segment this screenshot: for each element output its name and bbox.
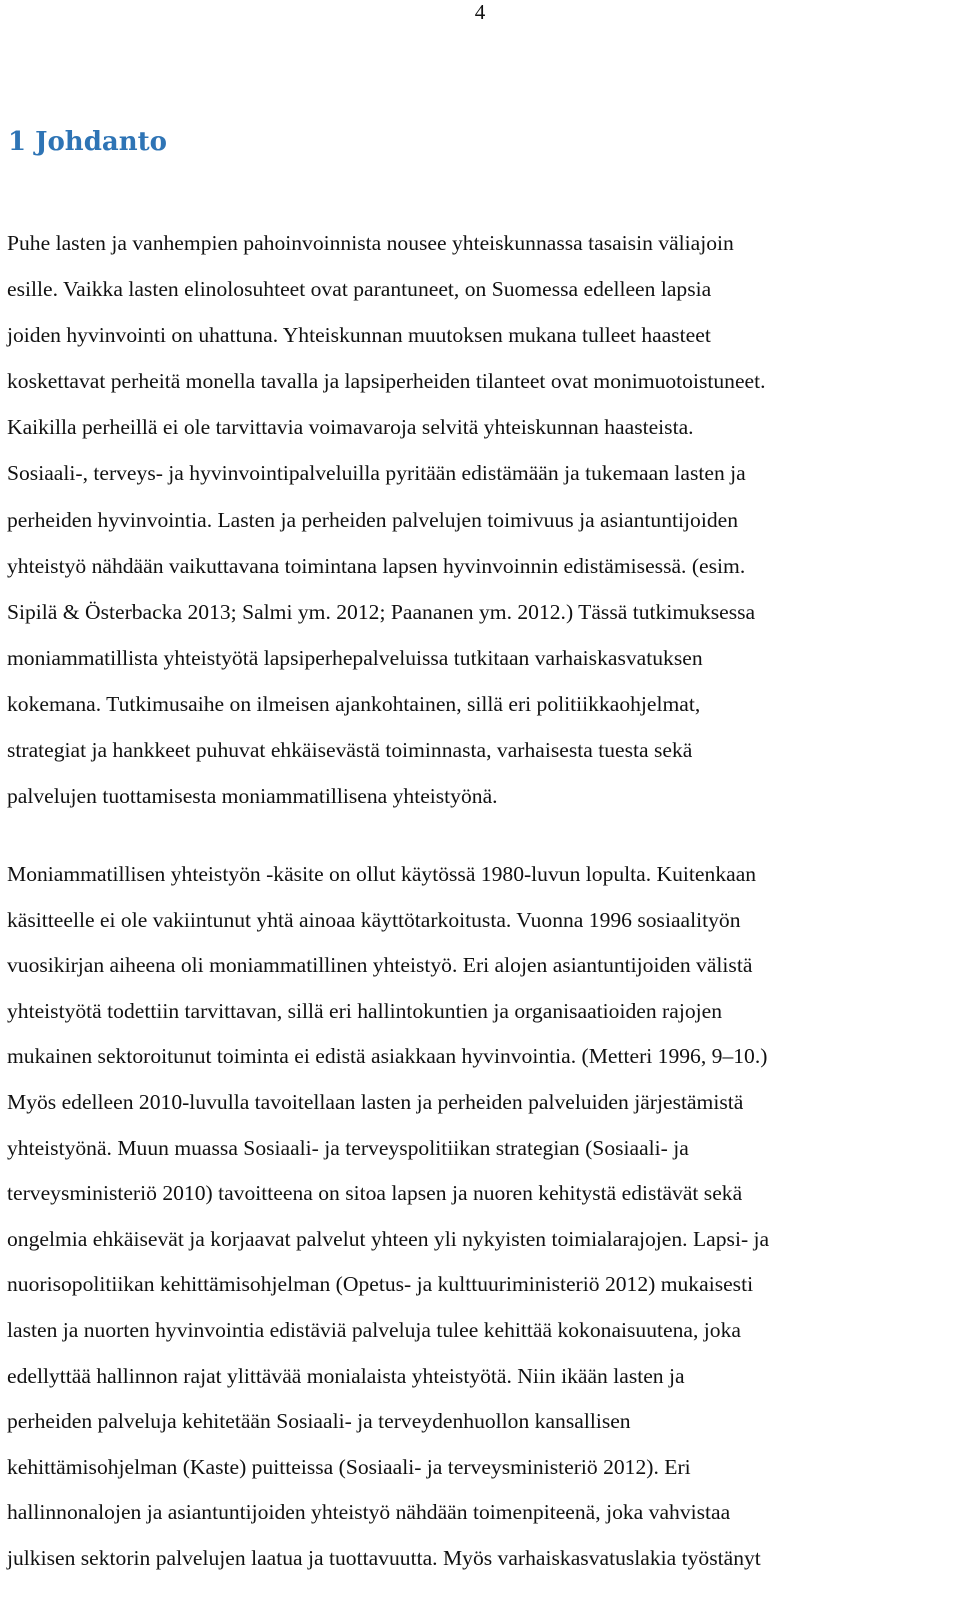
text-line: lasten ja nuorten hyvinvointia edistäviä palveluja tulee kehittää kokonaisuutena, joka: [7, 1317, 741, 1342]
text-line: strategiat ja hankkeet puhuvat ehkäisevästä toiminnasta, varhaisesta tuesta sekä: [7, 738, 693, 763]
text-line: Sosiaali-, terveys- ja hyvinvointipalveluilla pyritään edistämään ja tukemaan lasten ja: [7, 461, 746, 486]
text-line: nuorisopolitiikan kehittämisohjelman (Opetus- ja kulttuuriministeriö 2012) mukaisesti: [7, 1272, 754, 1297]
text-line: Sipilä & Österbacka 2013; Salmi ym. 2012; Paananen ym. 2012.) Tässä tutkimuksessa: [7, 599, 756, 624]
text-line: Puhe lasten ja vanhempien pahoinvoinnista nousee yhteiskunnassa tasaisin väliajoin: [7, 231, 734, 255]
chapter-heading: 1 Johdanto: [8, 127, 167, 157]
text-line: moniammatillista yhteistyötä lapsiperhepalveluissa tutkitaan varhaiskasvatuksen: [7, 645, 703, 670]
text-line: esille. Vaikka lasten elinolosuhteet ovat parantuneet, on Suomessa edelleen lapsia: [7, 277, 712, 302]
text-line: Kaikilla perheillä ei ole tarvittavia voimavaroja selvitä yhteiskunnan haasteista.: [7, 415, 694, 440]
paragraph-2: [7, 852, 947, 1582]
text-line: julkisen sektorin palvelujen laatua ja tuottavuutta. Myös varhaiskasvatuslakia työstänyt: [7, 1545, 761, 1570]
text-line: joiden hyvinvointi on uhattuna. Yhteiskunnan muutoksen mukana tulleet haasteet: [7, 323, 711, 348]
page-number: 4: [474, 0, 486, 24]
text-line: Moniammatillisen yhteistyön -käsite on ollut käytössä 1980-luvun lopulta. Kuitenkaan: [7, 862, 757, 886]
text-line: terveysministeriö 2010) tavoitteena on sitoa lapsen ja nuoren kehitystä edistävät sekä: [7, 1181, 743, 1206]
paragraph-1: [7, 220, 947, 819]
text-line: ongelmia ehkäisevät ja korjaavat palvelut yhteen yli nykyisten toimialarajojen. Lapsi- ja: [7, 1226, 770, 1251]
text-line: kokemana. Tutkimusaihe on ilmeisen ajankohtainen, sillä eri politiikkaohjelmat,: [7, 691, 701, 716]
text-line: yhteistyönä. Muun muassa Sosiaali- ja terveyspolitiikan strategian (Sosiaali- ja: [7, 1135, 689, 1160]
text-line: mukainen sektoroitunut toiminta ei edistä asiakkaan hyvinvointia. (Metteri 1996, 9–10.): [7, 1044, 768, 1069]
text-line: kehittämisohjelman (Kaste) puitteissa (Sosiaali- ja terveysministeriö 2012). Eri: [7, 1454, 691, 1479]
text-line: vuosikirjan aiheena oli moniammatillinen yhteistyö. Eri alojen asiantuntijoiden välistä: [7, 953, 753, 978]
text-line: käsitteelle ei ole vakiintunut yhtä ainoaa käyttötarkoitusta. Vuonna 1996 sosiaalityön: [7, 907, 741, 932]
text-line: koskettavat perheitä monella tavalla ja lapsiperheiden tilanteet ovat monimuotoistuneet.: [7, 369, 766, 394]
text-line: perheiden palveluja kehitetään Sosiaali- ja terveydenhuollon kansallisen: [7, 1409, 631, 1434]
text-line: Myös edelleen 2010-luvulla tavoitellaan lasten ja perheiden palveluiden järjestämistä: [7, 1089, 744, 1114]
text-line: perheiden hyvinvointia. Lasten ja perheiden palvelujen toimivuus ja asiantuntijoiden: [7, 507, 738, 532]
text-line: palvelujen tuottamisesta moniammatillisena yhteistyönä.: [7, 784, 498, 809]
text-line: hallinnonalojen ja asiantuntijoiden yhteistyö nähdään toimenpiteenä, joka vahvistaa: [7, 1500, 731, 1525]
text-line: yhteistyö nähdään vaikuttavana toimintana lapsen hyvinvoinnin edistämisessä. (esim.: [7, 553, 746, 578]
text-line: edellyttää hallinnon rajat ylittävää monialaista yhteistyötä. Niin ikään lasten ja: [7, 1363, 685, 1388]
text-line: yhteistyötä todettiin tarvittavan, sillä eri hallintokuntien ja organisaatioiden rajojen: [7, 998, 723, 1023]
